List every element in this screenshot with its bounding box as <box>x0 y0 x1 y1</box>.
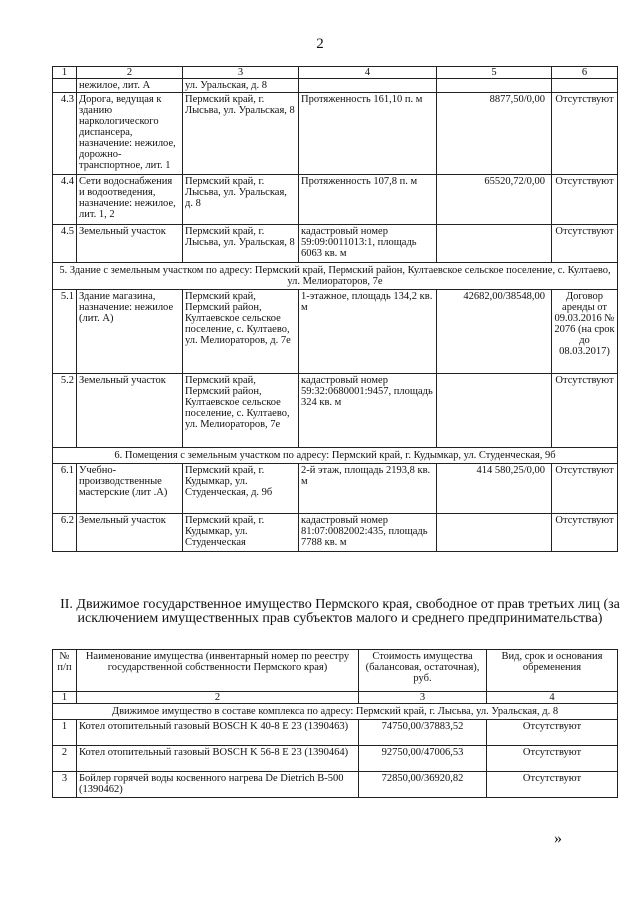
row-number: 4.5 <box>53 225 77 263</box>
header-cell: 1 <box>53 67 77 79</box>
item-cost: 72850,00/36920,82 <box>359 772 487 798</box>
item-name: Бойлер горячей воды косвенного нагрева De Dietrich B-500 (1390462) <box>77 772 359 798</box>
item-name: Котел отопительный газовый BOSCH K 56-8 E 23 (1390464) <box>77 746 359 772</box>
item-address: Пермский край, г. Лысьва, ул. Уральская, д. 8 <box>183 175 299 225</box>
real-estate-table <box>52 66 618 552</box>
header-cell: 4 <box>299 67 437 79</box>
item-description: кадастровый номер 81:07:0082002:435, площадь 7788 кв. м <box>299 514 437 552</box>
group-heading: Движимое имущество в составе комплекса по адресу: Пермский край, г. Лысьва, ул. Уральская, д. 8 <box>53 704 618 720</box>
table-row <box>53 746 618 772</box>
item-name: Здание магазина, назначение: нежилое (лит. А) <box>77 290 183 374</box>
item-cost: 92750,00/47006,53 <box>359 746 487 772</box>
header-cell: 3 <box>183 67 299 79</box>
item-address: Пермский край, г. Лысьва, ул. Уральская, 8 <box>183 93 299 175</box>
item-name: Котел отопительный газовый BOSCH K 40-8 E 23 (1390463) <box>77 720 359 746</box>
group-heading-row <box>53 704 618 720</box>
section-title: II. Движимое государственное имущество Пермского края, свободное от прав третьих лиц (за исключением имущественных прав субъектов малого и среднего предпринимательства) <box>60 597 620 626</box>
row-number: 5.2 <box>53 374 77 448</box>
item-cost: 74750,00/37883,52 <box>359 720 487 746</box>
item-description: Протяженность 161,10 п. м <box>299 93 437 175</box>
table-row <box>53 175 618 225</box>
table-row <box>53 720 618 746</box>
item-name: нежилое, лит. А <box>77 79 183 93</box>
page-number: 2 <box>316 36 324 52</box>
item-cost <box>437 374 552 448</box>
header-cell: № п/п <box>53 650 77 692</box>
group-heading-row <box>53 448 618 464</box>
item-description: кадастровый номер 59:32:0680001:9457, площадь 324 кв. м <box>299 374 437 448</box>
item-encumbrance: Отсутствуют <box>552 93 618 175</box>
closing-quote: » <box>554 830 562 847</box>
item-name: Дорога, ведущая к зданию наркологического диспансера, назначение: нежилое, дорожно-транспортное, лит. 1 <box>77 93 183 175</box>
item-encumbrance: Отсутствуют <box>552 464 618 514</box>
group-heading: 5. Здание с земельным участком по адресу: Пермский край, Пермский район, Култаевское сельское поселение, с. Култаево, ул. Мелиораторов, 7е <box>53 263 618 290</box>
row-number: 6.2 <box>53 514 77 552</box>
item-address: ул. Уральская, д. 8 <box>183 79 299 93</box>
table-row <box>53 464 618 514</box>
item-encumbrance: Договор аренды от 09.03.2016 № 2076 (на срок до 08.03.2017) <box>552 290 618 374</box>
row-number: 6.1 <box>53 464 77 514</box>
table-row <box>53 225 618 263</box>
header-cell: Наименование имущества (инвентарный номер по реестру государственной собственности Пермского края) <box>77 650 359 692</box>
item-cost: 414 580,25/0,00 <box>437 464 552 514</box>
header-cell: 6 <box>552 67 618 79</box>
header-cell: Стоимость имущества (балансовая, остаточная), руб. <box>359 650 487 692</box>
table-row <box>53 374 618 448</box>
item-address: Пермский край, г. Лысьва, ул. Уральская, 8 <box>183 225 299 263</box>
item-name: Земельный участок <box>77 514 183 552</box>
table-row <box>53 514 618 552</box>
header-cell: 5 <box>437 67 552 79</box>
group-heading: 6. Помещения с земельным участком по адресу: Пермский край, г. Кудымкар, ул. Студенческая, 9б <box>53 448 618 464</box>
item-description: 1-этажное, площадь 134,2 кв. м <box>299 290 437 374</box>
row-number: 3 <box>53 772 77 798</box>
row-number: 2 <box>53 746 77 772</box>
table-header-row <box>53 650 618 692</box>
item-cost <box>437 79 552 93</box>
column-number: 2 <box>77 692 359 704</box>
row-number <box>53 79 77 93</box>
row-number: 4.3 <box>53 93 77 175</box>
table-row <box>53 93 618 175</box>
item-description: кадастровый номер 59:09:0011013:1, площадь 6063 кв. м <box>299 225 437 263</box>
item-encumbrance <box>552 79 618 93</box>
item-address: Пермский край, г. Кудымкар, ул. Студенческая <box>183 514 299 552</box>
row-number: 1 <box>53 720 77 746</box>
item-encumbrance: Отсутствуют <box>552 514 618 552</box>
item-address: Пермский край, г. Кудымкар, ул. Студенческая, д. 9б <box>183 464 299 514</box>
row-number: 4.4 <box>53 175 77 225</box>
item-encumbrance: Отсутствуют <box>487 772 618 798</box>
item-address: Пермский край, Пермский район, Култаевское сельское поселение, с. Култаево, ул. Мелиораторов, д. 7е <box>183 290 299 374</box>
item-encumbrance: Отсутствуют <box>487 746 618 772</box>
item-encumbrance: Отсутствуют <box>487 720 618 746</box>
item-encumbrance: Отсутствуют <box>552 374 618 448</box>
item-encumbrance: Отсутствуют <box>552 175 618 225</box>
item-encumbrance: Отсутствуют <box>552 225 618 263</box>
item-name: Сети водоснабжения и водоотведения, назначение: нежилое, лит. 1, 2 <box>77 175 183 225</box>
item-cost <box>437 225 552 263</box>
column-number: 1 <box>53 692 77 704</box>
column-number: 3 <box>359 692 487 704</box>
item-cost: 8877,50/0,00 <box>437 93 552 175</box>
item-cost: 65520,72/0,00 <box>437 175 552 225</box>
item-name: Учебно-производственные мастерские (лит .А) <box>77 464 183 514</box>
item-description <box>299 79 437 93</box>
header-cell: Вид, срок и основания обременения <box>487 650 618 692</box>
item-cost <box>437 514 552 552</box>
item-description: Протяженность 107,8 п. м <box>299 175 437 225</box>
table-header-row <box>53 67 618 79</box>
column-number: 4 <box>487 692 618 704</box>
table-row <box>53 290 618 374</box>
header-cell: 2 <box>77 67 183 79</box>
item-description: 2-й этаж, площадь 2193,8 кв. м <box>299 464 437 514</box>
item-address: Пермский край, Пермский район, Култаевское сельское поселение, с. Култаево, ул. Мелиораторов, 7е <box>183 374 299 448</box>
table-row <box>53 79 618 93</box>
table-row <box>53 772 618 798</box>
movable-property-table <box>52 649 618 798</box>
row-number: 5.1 <box>53 290 77 374</box>
group-heading-row <box>53 263 618 290</box>
item-name: Земельный участок <box>77 374 183 448</box>
item-cost: 42682,00/38548,00 <box>437 290 552 374</box>
column-number-row <box>53 692 618 704</box>
item-name: Земельный участок <box>77 225 183 263</box>
